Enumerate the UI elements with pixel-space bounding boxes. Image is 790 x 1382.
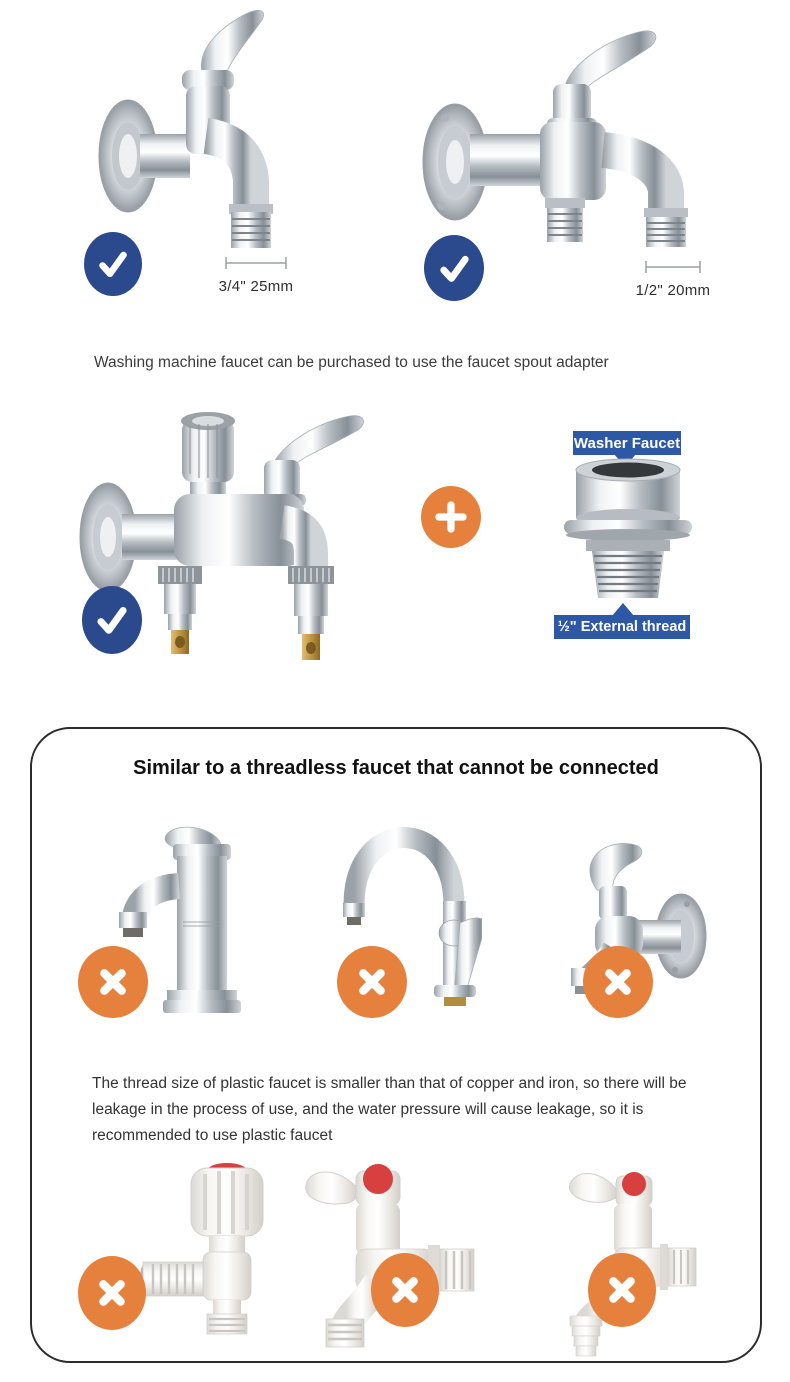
faucet-spout-adapter-illustration: [558, 456, 698, 604]
x-badge: [371, 1253, 439, 1327]
check-badge: [84, 232, 142, 296]
x-icon: [352, 962, 392, 1002]
x-badge: [588, 1253, 656, 1327]
x-badge: [78, 1256, 146, 1330]
external-thread-callout: ½" External thread: [554, 615, 690, 639]
chrome-wall-tap-single-illustration: [98, 6, 298, 256]
x-icon: [92, 1273, 132, 1313]
check-badge: [82, 586, 142, 654]
check-badge: [424, 235, 484, 301]
incompatible-title: Similar to a threadless faucet that cannot be connected: [133, 757, 659, 779]
check-icon: [93, 601, 131, 639]
plus-badge: [421, 486, 481, 548]
washer-faucet-callout: Washer Faucet: [573, 431, 681, 455]
x-badge: [78, 946, 148, 1018]
measurement-bracket: [644, 260, 702, 274]
measurement-bracket: [224, 256, 288, 270]
x-icon: [598, 962, 638, 1002]
chrome-wall-tap-dual-outlet-illustration: [415, 22, 715, 272]
check-icon: [95, 246, 131, 282]
plus-icon: [432, 498, 470, 536]
plastic-bib-tap-hose-illustration: [550, 1158, 740, 1363]
purchase-caption: Washing machine faucet can be purchased to use the faucet spout adapter: [94, 354, 609, 371]
x-badge: [337, 946, 407, 1018]
x-badge: [583, 946, 653, 1018]
plastic-angle-valve-illustration: [135, 1158, 315, 1338]
check-icon: [436, 250, 473, 287]
leakage-note: The thread size of plastic faucet is smaller than that of copper and iron, so there will be leakage in the process of use, and the water pressure will cause leakage, so it is recommended to use plastic faucet: [92, 1075, 687, 1144]
thread-size-label: 1/2" 20mm: [635, 282, 711, 299]
x-icon: [602, 1270, 642, 1310]
x-icon: [385, 1270, 425, 1310]
thread-size-label: 3/4" 25mm: [218, 278, 294, 295]
x-icon: [93, 962, 133, 1002]
